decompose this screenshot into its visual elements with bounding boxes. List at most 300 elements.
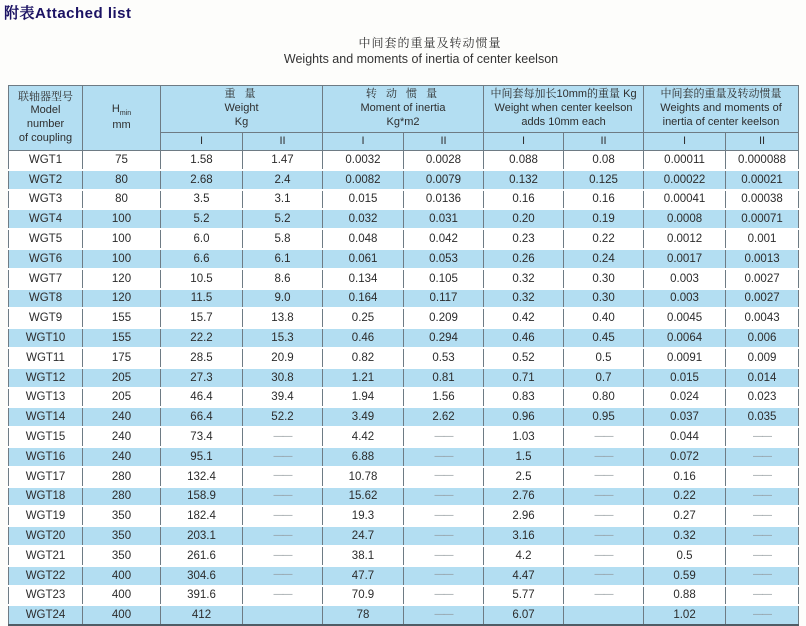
header-hmin-symbol: $H_{min}$ bbox=[111, 103, 132, 118]
cell-add10-i: 1.5 bbox=[484, 447, 564, 467]
cell-keelson-ii: —— bbox=[726, 605, 799, 625]
cell-weight-ii: 30.8 bbox=[243, 368, 323, 388]
cell-weight-i: 2.68 bbox=[161, 170, 243, 190]
cell-moment-ii: 0.209 bbox=[404, 308, 484, 328]
cell-add10-i: 4.47 bbox=[484, 566, 564, 586]
cell-hmin: 240 bbox=[83, 407, 161, 427]
cell-hmin: 80 bbox=[83, 170, 161, 190]
cell-add10-i: 2.96 bbox=[484, 506, 564, 526]
cell-moment-i: 70.9 bbox=[323, 586, 404, 606]
cell-weight-ii: 8.6 bbox=[243, 269, 323, 289]
header-hmin-unit: mm bbox=[112, 119, 131, 132]
cell-keelson-i: 0.88 bbox=[644, 586, 726, 606]
cell-model: WGT14 bbox=[9, 407, 83, 427]
cell-add10-ii: —— bbox=[564, 467, 644, 487]
cell-weight-ii: 13.8 bbox=[243, 308, 323, 328]
cell-keelson-ii: —— bbox=[726, 467, 799, 487]
header-keelson-ii: II bbox=[726, 133, 799, 151]
cell-moment-i: 0.134 bbox=[323, 269, 404, 289]
cell-weight-i: 6.0 bbox=[161, 229, 243, 249]
cell-moment-i: 47.7 bbox=[323, 566, 404, 586]
cell-keelson-i: 1.02 bbox=[644, 605, 726, 625]
cell-weight-i: 261.6 bbox=[161, 546, 243, 566]
cell-add10-i: 0.42 bbox=[484, 308, 564, 328]
cell-moment-i: 0.46 bbox=[323, 328, 404, 348]
cell-moment-ii: 0.294 bbox=[404, 328, 484, 348]
keelson-table bbox=[8, 85, 799, 626]
header-weight-en: Weight bbox=[224, 102, 259, 115]
cell-hmin: 120 bbox=[83, 289, 161, 309]
cell-moment-i: 0.25 bbox=[323, 308, 404, 328]
cell-add10-ii: 0.19 bbox=[564, 209, 644, 229]
cell-weight-i: 182.4 bbox=[161, 506, 243, 526]
cell-hmin: 280 bbox=[83, 487, 161, 507]
table-row bbox=[9, 526, 799, 546]
cell-moment-ii: —— bbox=[404, 467, 484, 487]
cell-weight-i: 28.5 bbox=[161, 348, 243, 368]
header-add10-zh: 中间套每加长10mm的重量 Kg bbox=[490, 88, 637, 101]
cell-weight-ii: 20.9 bbox=[243, 348, 323, 368]
cell-model: WGT9 bbox=[9, 308, 83, 328]
cell-weight-ii bbox=[243, 605, 323, 625]
cell-weight-ii: —— bbox=[243, 467, 323, 487]
cell-add10-ii: 0.24 bbox=[564, 249, 644, 269]
cell-add10-ii: —— bbox=[564, 526, 644, 546]
cell-keelson-i: 0.024 bbox=[644, 388, 726, 408]
header-row-main bbox=[9, 86, 799, 133]
cell-hmin: 100 bbox=[83, 229, 161, 249]
cell-keelson-i: 0.16 bbox=[644, 467, 726, 487]
cell-hmin: 205 bbox=[83, 368, 161, 388]
cell-weight-ii: 5.8 bbox=[243, 229, 323, 249]
header-model-zh: 联轴器型号 bbox=[18, 90, 73, 103]
cell-weight-i: 73.4 bbox=[161, 427, 243, 447]
cell-add10-ii: 0.08 bbox=[564, 151, 644, 170]
cell-model: WGT18 bbox=[9, 487, 83, 507]
cell-moment-ii: 0.117 bbox=[404, 289, 484, 309]
table-header bbox=[9, 86, 799, 151]
table-row bbox=[9, 566, 799, 586]
cell-keelson-ii: 0.00071 bbox=[726, 209, 799, 229]
header-add10-i: I bbox=[484, 133, 564, 151]
cell-keelson-i: 0.0045 bbox=[644, 308, 726, 328]
header-model-en2: of coupling bbox=[18, 131, 73, 144]
cell-add10-ii: 0.5 bbox=[564, 348, 644, 368]
cell-model: WGT13 bbox=[9, 388, 83, 408]
cell-hmin: 100 bbox=[83, 249, 161, 269]
cell-keelson-ii: —— bbox=[726, 447, 799, 467]
cell-moment-ii: 0.0136 bbox=[404, 190, 484, 210]
cell-add10-ii: 0.125 bbox=[564, 170, 644, 190]
cell-weight-ii: 1.47 bbox=[243, 151, 323, 170]
cell-keelson-ii: 0.0013 bbox=[726, 249, 799, 269]
cell-moment-ii: —— bbox=[404, 506, 484, 526]
cell-weight-ii: 5.2 bbox=[243, 209, 323, 229]
cell-add10-ii: —— bbox=[564, 447, 644, 467]
cell-model: WGT17 bbox=[9, 467, 83, 487]
header-model bbox=[9, 86, 83, 151]
cell-weight-i: 15.7 bbox=[161, 308, 243, 328]
cell-add10-i: 0.26 bbox=[484, 249, 564, 269]
cell-add10-i: 0.71 bbox=[484, 368, 564, 388]
cell-keelson-ii: 0.0027 bbox=[726, 269, 799, 289]
cell-moment-ii: —— bbox=[404, 586, 484, 606]
cell-keelson-ii: 0.000088 bbox=[726, 151, 799, 170]
header-weight bbox=[161, 86, 323, 133]
cell-moment-i: 0.164 bbox=[323, 289, 404, 309]
cell-weight-i: 11.5 bbox=[161, 289, 243, 309]
page-title: 附表Attached list bbox=[4, 5, 132, 22]
cell-model: WGT10 bbox=[9, 328, 83, 348]
cell-weight-ii: —— bbox=[243, 427, 323, 447]
header-keelson bbox=[644, 86, 799, 133]
cell-weight-i: 391.6 bbox=[161, 586, 243, 606]
cell-add10-ii: 0.16 bbox=[564, 190, 644, 210]
table-subtitle-english: Weights and moments of inertia of center keelson bbox=[283, 52, 559, 66]
cell-add10-i: 4.2 bbox=[484, 546, 564, 566]
cell-model: WGT19 bbox=[9, 506, 83, 526]
cell-add10-ii: 0.7 bbox=[564, 368, 644, 388]
cell-moment-ii: 2.62 bbox=[404, 407, 484, 427]
cell-hmin: 280 bbox=[83, 467, 161, 487]
cell-keelson-i: 0.00041 bbox=[644, 190, 726, 210]
cell-keelson-ii: 0.009 bbox=[726, 348, 799, 368]
cell-moment-i: 15.62 bbox=[323, 487, 404, 507]
cell-model: WGT16 bbox=[9, 447, 83, 467]
cell-hmin: 120 bbox=[83, 269, 161, 289]
cell-add10-ii: 0.80 bbox=[564, 388, 644, 408]
cell-hmin: 155 bbox=[83, 328, 161, 348]
table-row bbox=[9, 487, 799, 507]
cell-moment-ii: —— bbox=[404, 487, 484, 507]
cell-keelson-ii: —— bbox=[726, 586, 799, 606]
cell-keelson-ii: —— bbox=[726, 427, 799, 447]
cell-add10-ii: 0.22 bbox=[564, 229, 644, 249]
cell-moment-ii: 0.105 bbox=[404, 269, 484, 289]
table-row bbox=[9, 289, 799, 309]
cell-keelson-i: 0.072 bbox=[644, 447, 726, 467]
cell-weight-ii: 39.4 bbox=[243, 388, 323, 408]
cell-model: WGT21 bbox=[9, 546, 83, 566]
cell-moment-i: 6.88 bbox=[323, 447, 404, 467]
cell-hmin: 240 bbox=[83, 427, 161, 447]
table-row bbox=[9, 229, 799, 249]
cell-add10-i: 0.132 bbox=[484, 170, 564, 190]
cell-add10-i: 0.83 bbox=[484, 388, 564, 408]
cell-moment-ii: —— bbox=[404, 605, 484, 625]
cell-weight-ii: —— bbox=[243, 447, 323, 467]
cell-moment-i: 1.21 bbox=[323, 368, 404, 388]
cell-weight-ii: 9.0 bbox=[243, 289, 323, 309]
cell-hmin: 400 bbox=[83, 605, 161, 625]
header-moment-ii: II bbox=[404, 133, 484, 151]
cell-add10-i: 0.16 bbox=[484, 190, 564, 210]
cell-keelson-ii: 0.014 bbox=[726, 368, 799, 388]
header-moment-zh: 转 动 惯 量 bbox=[365, 88, 441, 101]
cell-weight-ii: 52.2 bbox=[243, 407, 323, 427]
cell-moment-ii: 0.042 bbox=[404, 229, 484, 249]
cell-moment-i: 0.061 bbox=[323, 249, 404, 269]
cell-hmin: 240 bbox=[83, 447, 161, 467]
cell-keelson-i: 0.015 bbox=[644, 368, 726, 388]
cell-weight-i: 22.2 bbox=[161, 328, 243, 348]
header-keelson-zh: 中间套的重量及转动惯量 bbox=[660, 88, 782, 101]
cell-hmin: 175 bbox=[83, 348, 161, 368]
cell-weight-ii: —— bbox=[243, 586, 323, 606]
table-row bbox=[9, 328, 799, 348]
cell-add10-i: 0.23 bbox=[484, 229, 564, 249]
cell-model: WGT6 bbox=[9, 249, 83, 269]
cell-keelson-ii: 0.00021 bbox=[726, 170, 799, 190]
cell-add10-i: 0.96 bbox=[484, 407, 564, 427]
cell-moment-ii: 0.031 bbox=[404, 209, 484, 229]
cell-keelson-i: 0.22 bbox=[644, 487, 726, 507]
header-hmin bbox=[83, 86, 161, 151]
cell-keelson-i: 0.0064 bbox=[644, 328, 726, 348]
cell-weight-i: 158.9 bbox=[161, 487, 243, 507]
cell-keelson-i: 0.00011 bbox=[644, 151, 726, 170]
table-row bbox=[9, 209, 799, 229]
cell-moment-i: 10.78 bbox=[323, 467, 404, 487]
cell-add10-i: 0.32 bbox=[484, 269, 564, 289]
cell-add10-ii: —— bbox=[564, 546, 644, 566]
table-subtitle-chinese: 中间套的重量及转动惯量 bbox=[358, 36, 502, 50]
cell-moment-i: 1.94 bbox=[323, 388, 404, 408]
cell-moment-i: 19.3 bbox=[323, 506, 404, 526]
cell-add10-ii bbox=[564, 605, 644, 625]
cell-keelson-ii: 0.023 bbox=[726, 388, 799, 408]
cell-keelson-i: 0.59 bbox=[644, 566, 726, 586]
table-row bbox=[9, 427, 799, 447]
cell-weight-ii: —— bbox=[243, 487, 323, 507]
header-moment-i: I bbox=[323, 133, 404, 151]
cell-weight-ii: —— bbox=[243, 506, 323, 526]
cell-add10-ii: —— bbox=[564, 586, 644, 606]
table-row bbox=[9, 605, 799, 625]
cell-keelson-i: 0.0012 bbox=[644, 229, 726, 249]
table-row bbox=[9, 190, 799, 210]
cell-add10-i: 1.03 bbox=[484, 427, 564, 447]
table-row bbox=[9, 170, 799, 190]
header-moment-en: Moment of inertia bbox=[360, 102, 446, 115]
table-row bbox=[9, 249, 799, 269]
cell-weight-i: 412 bbox=[161, 605, 243, 625]
cell-keelson-i: 0.27 bbox=[644, 506, 726, 526]
cell-add10-ii: 0.95 bbox=[564, 407, 644, 427]
cell-keelson-ii: —— bbox=[726, 566, 799, 586]
cell-keelson-i: 0.00022 bbox=[644, 170, 726, 190]
cell-keelson-i: 0.0091 bbox=[644, 348, 726, 368]
cell-keelson-ii: 0.0043 bbox=[726, 308, 799, 328]
cell-hmin: 205 bbox=[83, 388, 161, 408]
cell-hmin: 80 bbox=[83, 190, 161, 210]
table-row bbox=[9, 348, 799, 368]
cell-model: WGT20 bbox=[9, 526, 83, 546]
cell-add10-ii: —— bbox=[564, 566, 644, 586]
cell-weight-ii: 3.1 bbox=[243, 190, 323, 210]
cell-add10-i: 3.16 bbox=[484, 526, 564, 546]
cell-moment-i: 3.49 bbox=[323, 407, 404, 427]
cell-hmin: 350 bbox=[83, 506, 161, 526]
header-model-en1: Model number bbox=[26, 104, 65, 130]
hmin-subscript: min bbox=[119, 110, 132, 118]
cell-weight-i: 66.4 bbox=[161, 407, 243, 427]
cell-keelson-ii: —— bbox=[726, 526, 799, 546]
table-row bbox=[9, 506, 799, 526]
cell-moment-ii: —— bbox=[404, 566, 484, 586]
cell-add10-i: 2.5 bbox=[484, 467, 564, 487]
cell-weight-i: 5.2 bbox=[161, 209, 243, 229]
table-row bbox=[9, 407, 799, 427]
cell-hmin: 400 bbox=[83, 566, 161, 586]
cell-moment-ii: 0.053 bbox=[404, 249, 484, 269]
cell-moment-ii: 1.56 bbox=[404, 388, 484, 408]
cell-add10-i: 2.76 bbox=[484, 487, 564, 507]
cell-model: WGT11 bbox=[9, 348, 83, 368]
cell-moment-i: 0.0032 bbox=[323, 151, 404, 170]
cell-keelson-ii: —— bbox=[726, 546, 799, 566]
cell-moment-ii: —— bbox=[404, 447, 484, 467]
cell-moment-i: 4.42 bbox=[323, 427, 404, 447]
cell-moment-ii: 0.0028 bbox=[404, 151, 484, 170]
cell-hmin: 155 bbox=[83, 308, 161, 328]
cell-keelson-i: 0.003 bbox=[644, 269, 726, 289]
table-body bbox=[9, 151, 799, 626]
cell-add10-i: 0.20 bbox=[484, 209, 564, 229]
cell-hmin: 350 bbox=[83, 546, 161, 566]
cell-weight-ii: 6.1 bbox=[243, 249, 323, 269]
cell-moment-i: 0.0082 bbox=[323, 170, 404, 190]
cell-hmin: 100 bbox=[83, 209, 161, 229]
cell-hmin: 350 bbox=[83, 526, 161, 546]
cell-weight-i: 95.1 bbox=[161, 447, 243, 467]
table-row bbox=[9, 368, 799, 388]
header-keelson-en2: inertia of center keelson bbox=[662, 115, 780, 128]
cell-moment-i: 0.032 bbox=[323, 209, 404, 229]
cell-model: WGT24 bbox=[9, 605, 83, 625]
cell-weight-ii: 2.4 bbox=[243, 170, 323, 190]
cell-moment-i: 78 bbox=[323, 605, 404, 625]
cell-model: WGT23 bbox=[9, 586, 83, 606]
cell-hmin: 75 bbox=[83, 151, 161, 170]
cell-keelson-ii: 0.006 bbox=[726, 328, 799, 348]
cell-add10-ii: 0.45 bbox=[564, 328, 644, 348]
cell-moment-ii: —— bbox=[404, 546, 484, 566]
cell-add10-ii: 0.30 bbox=[564, 289, 644, 309]
cell-model: WGT3 bbox=[9, 190, 83, 210]
cell-weight-ii: —— bbox=[243, 546, 323, 566]
cell-moment-ii: —— bbox=[404, 526, 484, 546]
header-weight-unit: Kg bbox=[234, 115, 249, 128]
cell-weight-i: 132.4 bbox=[161, 467, 243, 487]
cell-weight-ii: —— bbox=[243, 526, 323, 546]
cell-add10-i: 0.32 bbox=[484, 289, 564, 309]
cell-add10-ii: 0.30 bbox=[564, 269, 644, 289]
cell-keelson-i: 0.32 bbox=[644, 526, 726, 546]
cell-moment-ii: —— bbox=[404, 427, 484, 447]
cell-add10-ii: —— bbox=[564, 506, 644, 526]
cell-keelson-i: 0.0008 bbox=[644, 209, 726, 229]
table-row bbox=[9, 586, 799, 606]
cell-moment-i: 38.1 bbox=[323, 546, 404, 566]
cell-keelson-ii: —— bbox=[726, 487, 799, 507]
cell-add10-i: 0.088 bbox=[484, 151, 564, 170]
cell-moment-ii: 0.81 bbox=[404, 368, 484, 388]
cell-weight-i: 6.6 bbox=[161, 249, 243, 269]
header-weight-ii: II bbox=[243, 133, 323, 151]
cell-weight-ii: —— bbox=[243, 566, 323, 586]
cell-keelson-i: 0.044 bbox=[644, 427, 726, 447]
cell-moment-ii: 0.53 bbox=[404, 348, 484, 368]
table-row bbox=[9, 546, 799, 566]
cell-keelson-i: 0.037 bbox=[644, 407, 726, 427]
cell-weight-i: 10.5 bbox=[161, 269, 243, 289]
cell-model: WGT22 bbox=[9, 566, 83, 586]
header-add10-en2: adds 10mm each bbox=[521, 115, 606, 128]
cell-model: WGT12 bbox=[9, 368, 83, 388]
cell-model: WGT1 bbox=[9, 151, 83, 170]
header-moment-unit: Kg*m2 bbox=[386, 115, 420, 128]
cell-keelson-ii: 0.00038 bbox=[726, 190, 799, 210]
table-row bbox=[9, 447, 799, 467]
cell-model: WGT5 bbox=[9, 229, 83, 249]
header-keelson-i: I bbox=[644, 133, 726, 151]
header-keelson-en1: Weights and moments of bbox=[660, 102, 782, 115]
cell-moment-i: 0.82 bbox=[323, 348, 404, 368]
cell-weight-i: 46.4 bbox=[161, 388, 243, 408]
header-add10 bbox=[484, 86, 644, 133]
cell-keelson-i: 0.003 bbox=[644, 289, 726, 309]
cell-keelson-ii: 0.035 bbox=[726, 407, 799, 427]
cell-moment-i: 0.015 bbox=[323, 190, 404, 210]
cell-add10-ii: 0.40 bbox=[564, 308, 644, 328]
header-add10-en1: Weight when center keelson bbox=[494, 102, 633, 115]
cell-add10-i: 5.77 bbox=[484, 586, 564, 606]
header-weight-zh: 重 量 bbox=[224, 88, 259, 101]
header-add10-ii: II bbox=[564, 133, 644, 151]
header-moment bbox=[323, 86, 484, 133]
cell-keelson-ii: —— bbox=[726, 506, 799, 526]
cell-add10-i: 0.52 bbox=[484, 348, 564, 368]
cell-weight-i: 27.3 bbox=[161, 368, 243, 388]
table-row bbox=[9, 151, 799, 170]
cell-keelson-i: 0.5 bbox=[644, 546, 726, 566]
table-row bbox=[9, 269, 799, 289]
cell-keelson-ii: 0.0027 bbox=[726, 289, 799, 309]
cell-weight-i: 203.1 bbox=[161, 526, 243, 546]
cell-add10-ii: —— bbox=[564, 427, 644, 447]
cell-model: WGT2 bbox=[9, 170, 83, 190]
cell-model: WGT15 bbox=[9, 427, 83, 447]
table-row bbox=[9, 388, 799, 408]
cell-model: WGT8 bbox=[9, 289, 83, 309]
cell-moment-i: 24.7 bbox=[323, 526, 404, 546]
cell-add10-i: 6.07 bbox=[484, 605, 564, 625]
cell-keelson-ii: 0.001 bbox=[726, 229, 799, 249]
cell-moment-i: 0.048 bbox=[323, 229, 404, 249]
table-row bbox=[9, 308, 799, 328]
cell-hmin: 400 bbox=[83, 586, 161, 606]
cell-weight-ii: 15.3 bbox=[243, 328, 323, 348]
table-row bbox=[9, 467, 799, 487]
cell-model: WGT4 bbox=[9, 209, 83, 229]
cell-weight-i: 304.6 bbox=[161, 566, 243, 586]
cell-add10-i: 0.46 bbox=[484, 328, 564, 348]
cell-weight-i: 3.5 bbox=[161, 190, 243, 210]
cell-moment-ii: 0.0079 bbox=[404, 170, 484, 190]
cell-weight-i: 1.58 bbox=[161, 151, 243, 170]
cell-model: WGT7 bbox=[9, 269, 83, 289]
